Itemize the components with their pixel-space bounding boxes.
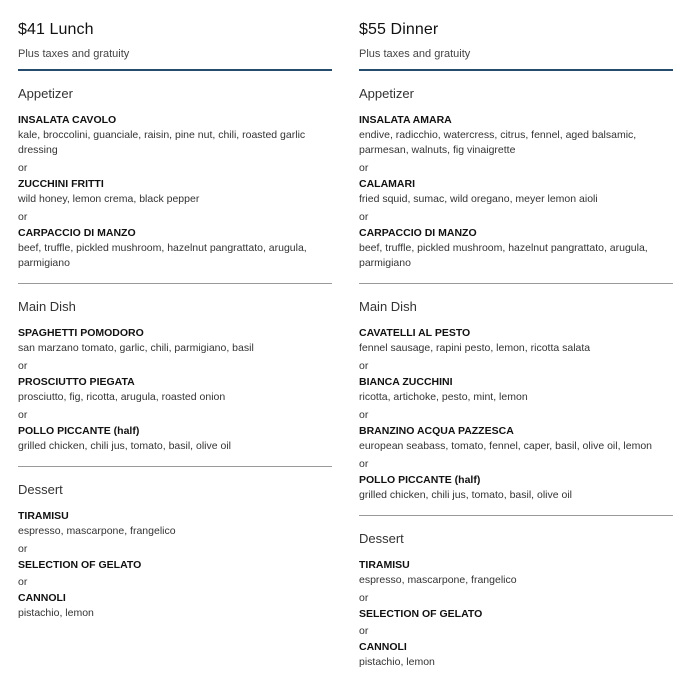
- dish-description: endive, radicchio, watercress, citrus, fennel, aged balsamic, parmesan, walnuts, fig vinaigrette: [359, 129, 637, 156]
- dish-name: SPAGHETTI POMODORO: [18, 327, 144, 339]
- or-separator: or: [18, 162, 28, 174]
- dish-item: [18, 375, 332, 405]
- or-separator: or: [359, 625, 369, 637]
- or-separator: or: [18, 409, 28, 421]
- dish-description: wild honey, lemon crema, black pepper: [18, 193, 200, 205]
- section-title: Appetizer: [18, 86, 73, 101]
- or-separator: or: [18, 543, 28, 555]
- dish-item: [359, 558, 673, 588]
- dish-description: grilled chicken, chili jus, tomato, basil, olive oil: [18, 440, 232, 452]
- dish-description: fried squid, sumac, wild oregano, meyer lemon aioli: [359, 193, 598, 205]
- dish-name: CAVATELLI AL PESTO: [359, 327, 471, 339]
- dish-name: CANNOLI: [18, 592, 66, 604]
- dish-name: INSALATA AMARA: [359, 114, 452, 126]
- dish-item: [18, 113, 332, 158]
- dish-description: espresso, mascarpone, frangelico: [18, 525, 176, 537]
- or-separator: or: [359, 211, 369, 223]
- or-separator: or: [18, 360, 28, 372]
- dish-description: prosciutto, fig, ricotta, arugula, roasted onion: [18, 391, 226, 403]
- dish-description: ricotta, artichoke, pesto, mint, lemon: [359, 391, 528, 403]
- menu-title: $41 Lunch: [18, 21, 94, 38]
- dish-name: SELECTION OF GELATO: [18, 559, 142, 571]
- section-title: Dessert: [18, 482, 63, 497]
- lunch-menu: [18, 14, 332, 621]
- dish-item: [359, 326, 673, 356]
- dish-name: BIANCA ZUCCHINI: [359, 376, 453, 388]
- section-title: Main Dish: [359, 299, 417, 314]
- dish-item: [359, 177, 673, 207]
- dish-item: [18, 591, 332, 621]
- dish-name: POLLO PICCANTE (half): [18, 425, 140, 437]
- or-separator: or: [18, 576, 28, 588]
- menu-section-dessert: [18, 467, 332, 621]
- dish-item: [359, 607, 673, 621]
- menu-section-dessert: [359, 516, 673, 670]
- dish-description: fennel sausage, rapini pesto, lemon, ricotta salata: [359, 342, 591, 354]
- dish-item: [359, 424, 673, 454]
- dish-name: TIRAMISU: [18, 510, 69, 522]
- menu-section-main-dish: [18, 284, 332, 454]
- dish-name: CARPACCIO DI MANZO: [18, 227, 136, 239]
- dish-name: BRANZINO ACQUA PAZZESCA: [359, 425, 514, 437]
- dish-item: [18, 558, 332, 572]
- or-separator: or: [359, 162, 369, 174]
- dish-description: san marzano tomato, garlic, chili, parmigiano, basil: [18, 342, 254, 354]
- dish-name: SELECTION OF GELATO: [359, 608, 483, 620]
- or-separator: or: [18, 211, 28, 223]
- dish-name: POLLO PICCANTE (half): [359, 474, 481, 486]
- dish-name: INSALATA CAVOLO: [18, 114, 117, 126]
- section-title: Appetizer: [359, 86, 414, 101]
- section-title: Main Dish: [18, 299, 76, 314]
- dish-name: CALAMARI: [359, 178, 415, 190]
- or-separator: or: [359, 360, 369, 372]
- or-separator: or: [359, 409, 369, 421]
- dish-description: espresso, mascarpone, frangelico: [359, 574, 517, 586]
- or-separator: or: [359, 592, 369, 604]
- section-title: Dessert: [359, 531, 404, 546]
- or-separator: or: [359, 458, 369, 470]
- dish-name: ZUCCHINI FRITTI: [18, 178, 104, 190]
- dish-item: [359, 640, 673, 670]
- dish-name: CANNOLI: [359, 641, 407, 653]
- dish-item: [18, 509, 332, 539]
- menu-section-main-dish: [359, 284, 673, 503]
- menu-section-appetizer: [359, 71, 673, 271]
- dish-item: [18, 326, 332, 356]
- menu-subtitle: Plus taxes and gratuity: [359, 48, 471, 60]
- dish-item: [18, 424, 332, 454]
- dish-description: pistachio, lemon: [18, 607, 94, 619]
- menu-section-appetizer: [18, 71, 332, 271]
- dish-item: [359, 113, 673, 158]
- dish-description: kale, broccolini, guanciale, raisin, pine nut, chili, roasted garlic dressing: [18, 129, 306, 156]
- dish-description: pistachio, lemon: [359, 656, 435, 668]
- dinner-menu: [359, 14, 673, 670]
- dish-description: beef, truffle, pickled mushroom, hazelnut pangrattato, arugula, parmigiano: [18, 242, 307, 269]
- dish-item: [18, 177, 332, 207]
- dish-description: beef, truffle, pickled mushroom, hazelnut pangrattato, arugula, parmigiano: [359, 242, 648, 269]
- dish-name: CARPACCIO DI MANZO: [359, 227, 477, 239]
- dish-item: [359, 473, 673, 503]
- dish-name: PROSCIUTTO PIEGATA: [18, 376, 135, 388]
- dish-item: [359, 226, 673, 271]
- dish-item: [18, 226, 332, 271]
- dish-description: european seabass, tomato, fennel, caper, basil, olive oil, lemon: [359, 440, 653, 452]
- dish-name: TIRAMISU: [359, 559, 410, 571]
- dish-item: [359, 375, 673, 405]
- menu-subtitle: Plus taxes and gratuity: [18, 48, 130, 60]
- menu-title: $55 Dinner: [359, 21, 439, 38]
- dish-description: grilled chicken, chili jus, tomato, basil, olive oil: [359, 489, 573, 501]
